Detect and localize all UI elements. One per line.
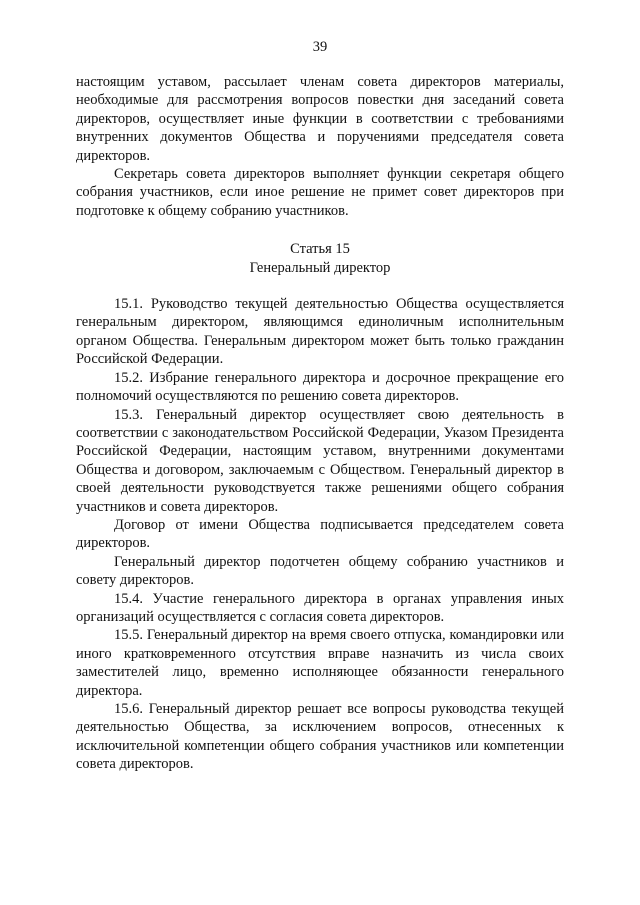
paragraph-15-1: 15.1. Руководство текущей деятельностью Общества осуществляется генеральным директором, являющимся единоличным исполнительным органом Общества. Генеральным директором может быть только гражданин Российской Федерации. (76, 296, 564, 368)
paragraph-continuation: настоящим уставом, рассылает членам совета директоров материалы, необходимые для рассмотрения вопросов повестки дня заседаний совета директоров, осуществляет иные функции в соответствии с требованиями внутренних документов Общества и поручениями председателя совета директоров. (76, 74, 564, 164)
paragraph-accountability: Генеральный директор подотчетен общему собранию участников и совету директоров. (76, 553, 564, 589)
paragraph-15-5: 15.5. Генеральный директор на время своего отпуска, командировки или иного кратковременного отсутствия вправе назначить из числа своих заместителей лицо, временно исполняющее обязанности генерального директора. (76, 627, 564, 699)
article-number: Статья 15 (290, 241, 350, 258)
article-title: Генеральный директор (249, 259, 391, 276)
paragraph-15-6: 15.6. Генеральный директор решает все вопросы руководства текущей деятельностью Общества, за исключением вопросов, отнесенных к исключительной компетенции общего собрания участников или компетенции совета директоров. (76, 701, 564, 773)
paragraph-secretary: Секретарь совета директоров выполняет функции секретаря общего собрания участников, если иное решение не примет совет директоров при подготовке к общему собранию участников. (76, 166, 564, 219)
paragraph-15-2: 15.2. Избрание генерального директора и досрочное прекращение его полномочий осуществляются по решению совета директоров. (76, 369, 564, 405)
paragraph-contract-signing: Договор от имени Общества подписывается председателем совета директоров. (76, 516, 564, 552)
paragraph-15-3: 15.3. Генеральный директор осуществляет свою деятельность в соответствии с законодательством Российской Федерации, Указом Президента Российской Федерации, настоящим уставом, внутренними документами Общества и договором, заключаемым с Обществом. Генеральный директор в своей деятельности руководствуется также решениями общего собрания участников и совета директоров. (76, 406, 564, 515)
article-heading (76, 240, 564, 277)
page-number: 39 (312, 39, 328, 55)
document-body (76, 73, 564, 774)
paragraph-15-4: 15.4. Участие генерального директора в органах управления иных организаций осуществляется с согласия совета директоров. (76, 590, 564, 625)
